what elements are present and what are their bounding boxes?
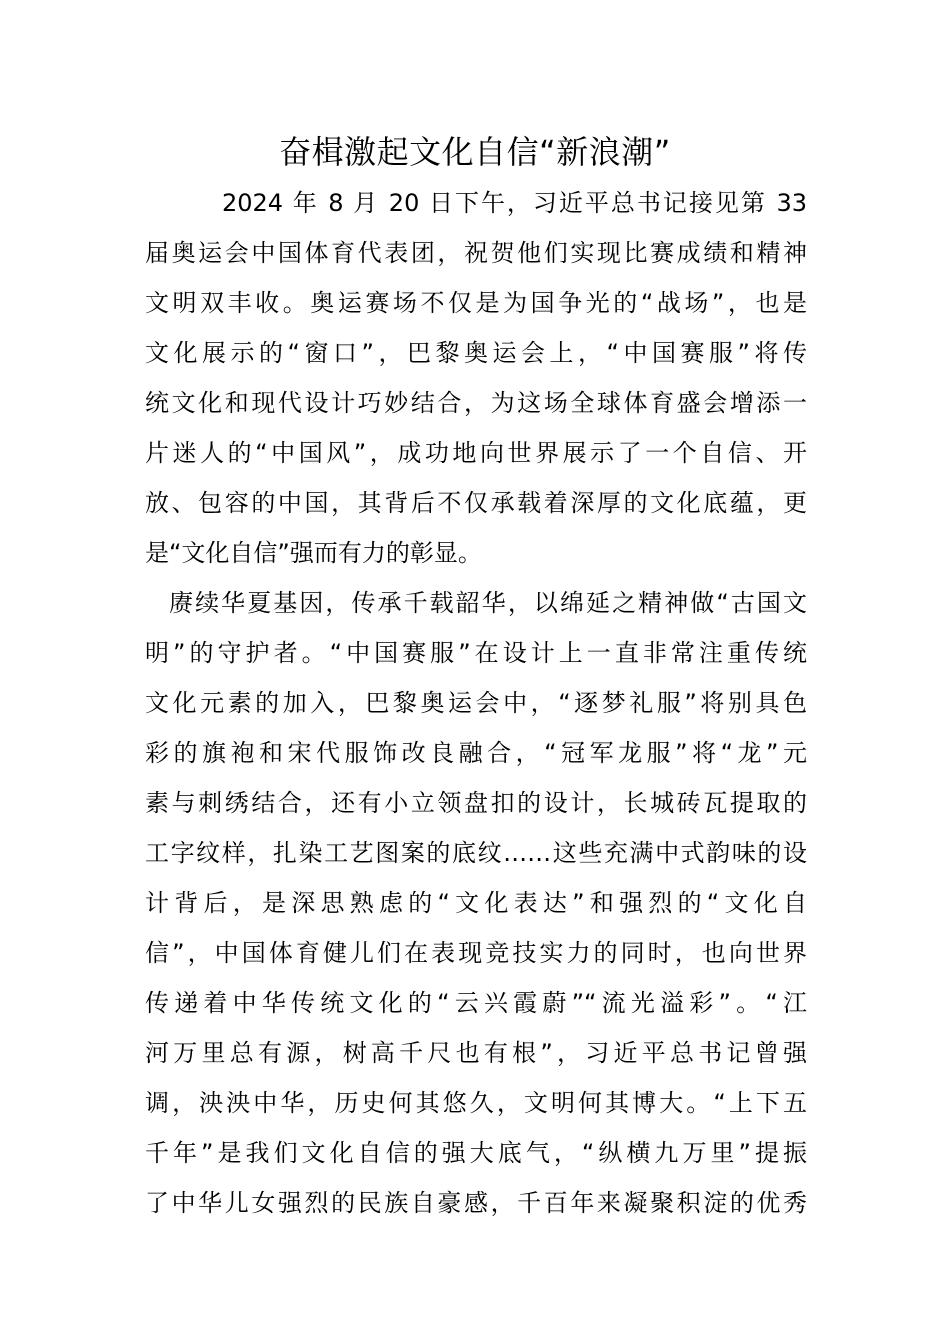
paragraph-2-line-8: 信”，中国体育健儿们在表现竞技实力的同时，也向世界 [145, 939, 807, 967]
paragraph-2-line-6: 工字纹样，扎染工艺图案的底纹……这些充满中式韵味的设 [145, 839, 807, 867]
paragraph-2-line-9: 传递着中华传统文化的“云兴霞蔚”“流光溢彩”。“江 [145, 989, 807, 1017]
paragraph-2-line-5: 素与刺绣结合，还有小立领盘扣的设计，长城砖瓦提取的 [145, 789, 807, 817]
document-body [145, 178, 807, 1228]
paragraph-2-line-2: 明”的守护者。“中国赛服”在设计上一直非常注重传统 [145, 639, 807, 667]
paragraph-2-line-12: 千年”是我们文化自信的强大底气，“纵横九万里”提振 [145, 1139, 807, 1167]
document-title: 奋楫激起文化自信“新浪潮” [279, 133, 671, 171]
paragraph-2-line-7: 计背后，是深思熟虑的“文化表达”和强烈的“文化自 [145, 889, 807, 917]
paragraph-1-line-5: 统文化和现代设计巧妙结合，为这场全球体育盛会增添一 [145, 389, 807, 417]
paragraph-1-line-6: 片迷人的“中国风”，成功地向世界展示了一个自信、开 [145, 439, 807, 467]
paragraph-1-line-8: 是“文化自信”强而有力的彰显。 [145, 539, 482, 567]
paragraph-1-line-7: 放、包容的中国，其背后不仅承载着深厚的文化底蕴，更 [145, 489, 807, 517]
paragraph-2-line-10: 河万里总有源，树高千尺也有根”，习近平总书记曾强 [145, 1039, 807, 1067]
paragraph-1-line-4: 文化展示的“窗口”，巴黎奥运会上，“中国赛服”将传 [145, 339, 807, 367]
paragraph-2-line-4: 彩的旗袍和宋代服饰改良融合，“冠军龙服”将“龙”元 [145, 739, 807, 767]
paragraph-2-line-11: 调，泱泱中华，历史何其悠久，文明何其博大。“上下五 [145, 1089, 807, 1117]
paragraph-2-line-3: 文化元素的加入，巴黎奥运会中，“逐梦礼服”将别具色 [145, 689, 807, 717]
paragraph-1-line-3: 文明双丰收。奥运赛场不仅是为国争光的“战场”，也是 [145, 289, 807, 317]
paragraph-1-line-1: 2024 年 8 月 20 日下午，习近平总书记接见第 33 [222, 189, 807, 217]
paragraph-1-line-2: 届奥运会中国体育代表团，祝贺他们实现比赛成绩和精神 [145, 239, 807, 267]
paragraph-2-line-1: 赓续华夏基因，传承千载韶华，以绵延之精神做“古国文 [169, 589, 807, 617]
paragraph-2-line-13: 了中华儿女强烈的民族自豪感，千百年来凝聚积淀的优秀 [145, 1189, 807, 1217]
